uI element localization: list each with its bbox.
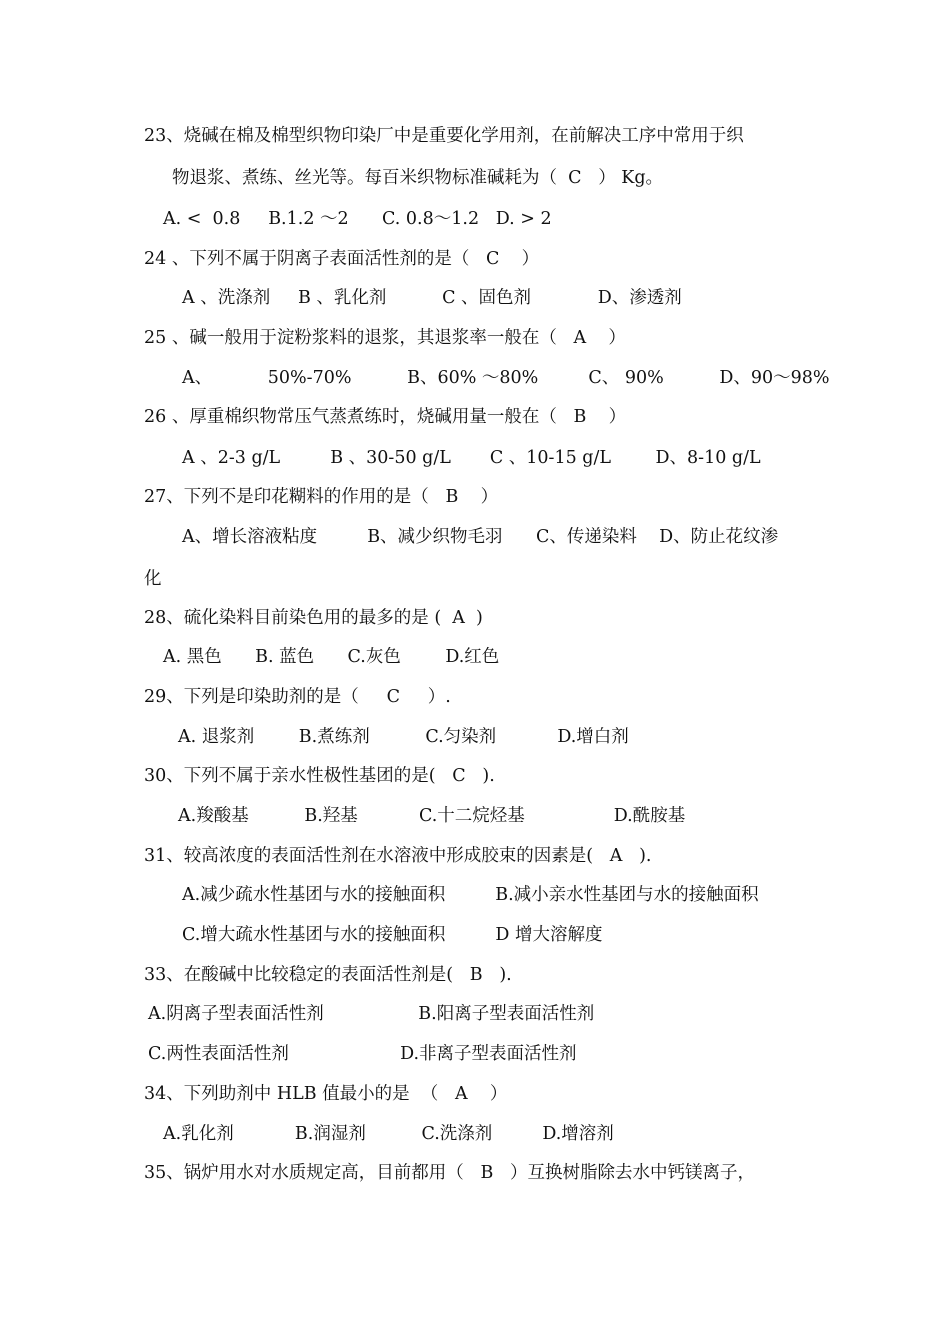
question-24-options: A 、洗涤剂 B 、乳化剂 C 、固色剂 D、渗透剂 (182, 288, 682, 308)
question-27-options: A、增长溶液粘度 B、减少织物毛羽 C、传递染料 D、防止花纹渗 (182, 527, 779, 547)
question-33-stem: 33、在酸碱中比较稳定的表面活性剂是( B ). (144, 965, 512, 985)
question-24-stem: 24 、下列不属于阴离子表面活性剂的是（ C ） (144, 249, 540, 269)
question-28-stem: 28、硫化染料目前染色用的最多的是 ( A ) (144, 608, 483, 628)
question-25-options: A、 50%-70% B、60% ～80% C、 90% D、90～98% (182, 368, 830, 388)
question-28-options: A. 黑色 B. 蓝色 C.灰色 D.红色 (163, 647, 500, 667)
question-30-stem: 30、下列不属于亲水性极性基团的是( C ). (144, 766, 495, 786)
question-31-stem: 31、较高浓度的表面活性剂在水溶液中形成胶束的因素是( A ). (144, 846, 652, 866)
question-31-options-row2: C.增大疏水性基团与水的接触面积 D 增大溶解度 (182, 925, 603, 945)
question-23-options: A. < 0.8 B.1.2 ～2 C. 0.8～1.2 D. > 2 (163, 209, 552, 229)
question-35-stem: 35、锅炉用水对水质规定高，目前都用（ B ）互换树脂除去水中钙镁离子， (144, 1163, 756, 1183)
question-34-stem: 34、下列助剂中 HLB 值最小的是 （ A ） (144, 1084, 508, 1104)
question-27-stem: 27、下列不是印花糊料的作用的是（ B ） (144, 487, 499, 507)
question-30-options: A.羧酸基 B.羟基 C.十二烷烃基 D.酰胺基 (178, 806, 686, 826)
question-23-stem-line2: 物退浆、煮练、丝光等。每百米织物标准碱耗为（ C ） Kg。 (172, 168, 664, 188)
question-29-options: A. 退浆剂 B.煮练剂 C.匀染剂 D.增白剂 (178, 727, 629, 747)
question-34-options: A.乳化剂 B.润湿剂 C.洗涤剂 D.增溶剂 (163, 1124, 614, 1144)
question-33-options-row2: C.两性表面活性剂 D.非离子型表面活性剂 (148, 1044, 577, 1064)
question-26-stem: 26 、厚重棉织物常压气蒸煮练时，烧碱用量一般在（ B ） (144, 407, 627, 427)
question-26-options: A 、2-3 g/L B 、30-50 g/L C 、10-15 g/L D、8-10 g/L (182, 448, 761, 468)
question-29-stem: 29、下列是印染助剂的是（ C ）. (144, 687, 451, 707)
question-23-stem-line1: 23、烧碱在棉及棉型织物印染厂中是重要化学用剂，在前解决工序中常用于织 (144, 126, 744, 146)
question-31-options-row1: A.减少疏水性基团与水的接触面积 B.减小亲水性基团与水的接触面积 (182, 885, 759, 905)
question-27-options-wrap: 化 (144, 569, 162, 589)
question-25-stem: 25 、碱一般用于淀粉浆料的退浆，其退浆率一般在（ A ） (144, 328, 626, 348)
question-33-options-row1: A.阴离子型表面活性剂 B.阳离子型表面活性剂 (148, 1004, 595, 1024)
